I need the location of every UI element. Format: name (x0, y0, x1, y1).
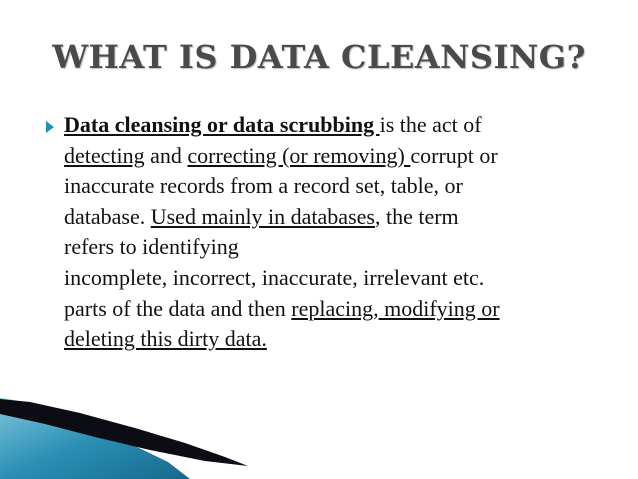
text-line (64, 232, 609, 263)
underlined-phrase: correcting (or removing) (187, 142, 411, 168)
underlined-phrase: Used mainly in databases (150, 203, 375, 229)
text-segment: and (144, 142, 188, 168)
text-line (64, 110, 609, 141)
underlined-phrase: Data cleansing or data scrubbing (64, 112, 380, 137)
text-segment: incomplete, incorrect, inaccurate, irrelevant etc. (64, 264, 485, 290)
text-line (64, 324, 609, 355)
text-segment: inaccurate records from a record set, table, or (64, 173, 463, 199)
bullet-arrow-icon (46, 121, 54, 133)
text-segment: refers to identifying (64, 234, 239, 260)
body-paragraph (64, 110, 609, 355)
text-line (64, 202, 609, 233)
text-segment: parts of the data and then (64, 295, 292, 321)
text-line (64, 263, 609, 294)
text-line (64, 171, 609, 202)
underlined-phrase: deleting this dirty data. (64, 326, 267, 352)
underlined-phrase: detecting (64, 142, 145, 168)
text-segment: is the act of (379, 112, 482, 137)
text-segment: corrupt or (410, 142, 498, 168)
slide-title: WHAT IS DATA CLEANSING? (52, 38, 586, 76)
text-line (64, 141, 609, 172)
underlined-phrase: replacing, modifying or (291, 295, 500, 321)
text-line (64, 294, 609, 325)
text-segment: , the term (374, 203, 459, 229)
text-segment: database. (64, 203, 151, 229)
